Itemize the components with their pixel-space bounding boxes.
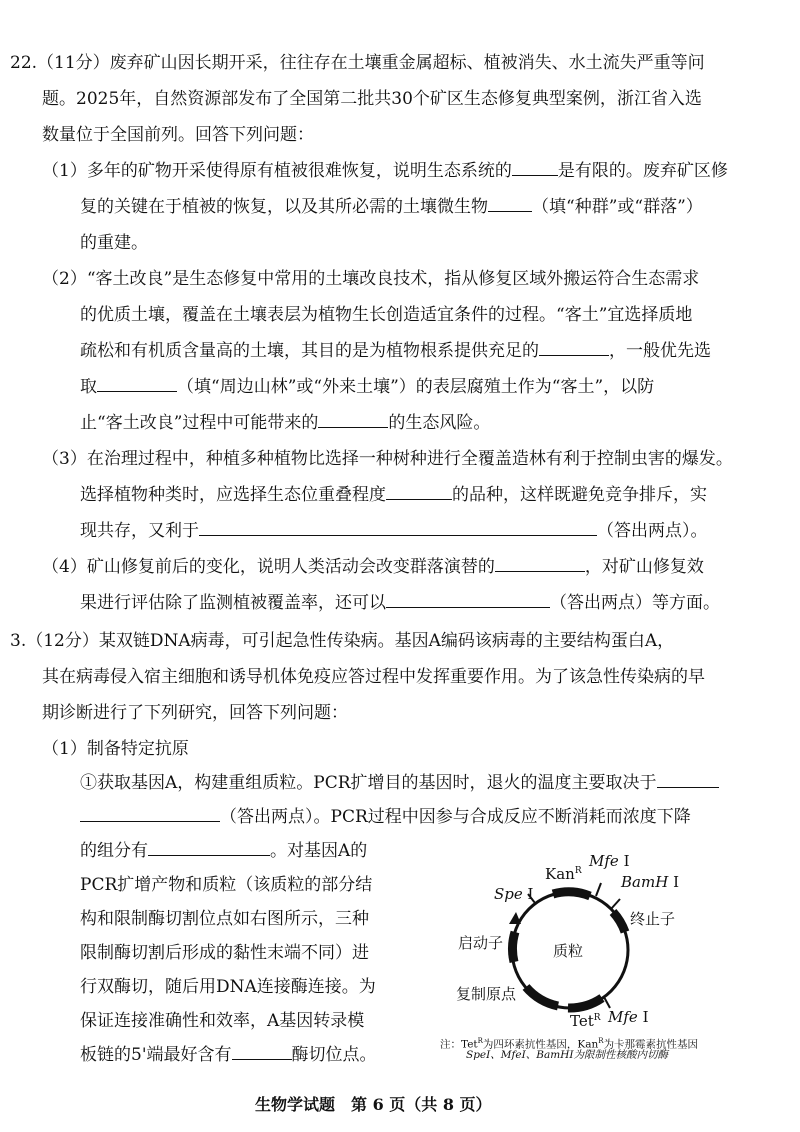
q22-part2-line5: 止“客土改良”过程中可能带来的 的生态风险。 — [80, 413, 491, 433]
q22-header: 22.（11分）废弃矿山因长期开采，往往存在土壤重金属超标、植被消失、水土流失严重等问 — [10, 53, 705, 73]
q22-part1-line3: 的重建。 — [80, 233, 148, 253]
q22-part3-line3: 现共存，又利于 （答出两点）。 — [80, 521, 708, 541]
q23-a-line9: 板链的5'端最好含有 酶切位点。 — [80, 1045, 377, 1065]
q22-part2-line4: 取 （填“周边山林”或“外来土壤”）的表层腐殖土作为“客土”，以防 — [80, 377, 655, 397]
kan-gene-segment — [553, 892, 590, 896]
mfe-site-tick — [596, 883, 601, 896]
q22-part4-line2: 果进行评估除了监测植被覆盖率，还可以 （答出两点）等方面。 — [80, 593, 720, 613]
terminator-segment — [613, 912, 625, 932]
bamh-label: BamH I — [621, 873, 679, 891]
mfe-bottom-site-tick — [604, 997, 610, 1008]
spe-label: Spe I — [494, 885, 534, 903]
q23-a-line7: 行双酶切，随后用DNA连接酶连接。为 — [80, 977, 376, 997]
q23-a-line8: 保证连接准确性和效率，A基因转录模 — [80, 1011, 365, 1031]
tet-label: Tet$^R$ — [570, 1012, 601, 1030]
q23-a-line5: 构和限制酶切割位点如右图所示，三种 — [80, 909, 369, 929]
plasmid-label: 质粒 — [553, 942, 584, 960]
q22-part2-line1: （2）“客土改良”是生态修复中常用的土壤改良技术，指从修复区域外搬运符合生态需求 — [42, 269, 700, 289]
promoter-label: 启动子 — [458, 934, 504, 952]
q23-a-line6: 限制酶切割后形成的黏性末端不同）进 — [80, 943, 369, 963]
q23-a-line3: 的组分有 。对基因A的 — [80, 841, 368, 861]
tet-gene-segment — [568, 998, 602, 1008]
kan-label: Kan$^R$ — [545, 865, 582, 883]
page-footer: 生物学试题 第 6 页（共 8 页） — [255, 1095, 492, 1114]
q22-part1-line1: （1）多年的矿物开采使得原有植被很难恢复，说明生态系统的 是有限的。废弃矿区修 — [42, 161, 728, 181]
figure-note-line1: 注：Tet$^R$为四环素抗性基因，Kan$^R$为卡那霉素抗性基因 — [440, 1037, 699, 1051]
q23-line-3: 期诊断进行了下列研究，回答下列问题： — [42, 703, 348, 723]
q23-a-line4: PCR扩增产物和质粒（该质粒的部分结 — [80, 875, 373, 895]
q23-subheading-1: （1）制备特定抗原 — [42, 739, 189, 759]
q22-part4-line1: （4）矿山修复前后的变化，说明人类活动会改变群落演替的 ，对矿山修复效 — [42, 557, 704, 577]
q22-part2-line3: 疏松和有机质含量高的土壤，其目的是为植物根系提供充足的 ，一般优先选 — [80, 341, 711, 361]
promoter-segment — [512, 932, 515, 962]
q22-part3-line1: （3）在治理过程中，种植多种植物比选择一种树种进行全覆盖造林有利于控制虫害的爆发。 — [42, 449, 733, 469]
bamh-site-tick — [611, 899, 620, 909]
q22-part2-line2: 的优质土壤，覆盖在土壤表层为植物生长创造适宜条件的过程。“客土”宜选择质地 — [80, 305, 693, 325]
q23-a-line2: （答出两点）。PCR过程中因参与合成反应不断消耗而浓度下降 — [80, 806, 691, 828]
mfe-bottom-label: Mfe I — [608, 1008, 649, 1026]
ori-label: 复制原点 — [456, 985, 517, 1003]
q22-part3-line2: 选择植物种类时，应选择生态位重叠程度 的品种，这样既避免竞争排斥，实 — [80, 485, 707, 505]
q23-a-line1: ①获取基因A，构建重组质粒。PCR扩增目的基因时，退火的温度主要取决于 — [80, 772, 719, 794]
ori-segment — [526, 987, 558, 1006]
mfe-top-label: Mfe I — [589, 852, 630, 870]
q22-part1-line2: 复的关键在于植被的恢复，以及其所必需的土壤微生物 （填“种群”或“群落”） — [80, 197, 703, 217]
q23-line-2: 其在病毒侵入宿主细胞和诱导机体免疫应答过程中发挥重要作用。为了该急性传染病的早 — [42, 667, 705, 687]
terminator-label: 终止子 — [630, 910, 676, 928]
q22-line-2: 题。2025年，自然资源部发布了全国第二批共30个矿区生态修复典型案例，浙江省入选 — [42, 89, 702, 109]
q23-header: 3.（12分）某双链DNA病毒，可引起急性传染病。基因A编码该病毒的主要结构蛋白A， — [10, 631, 675, 651]
figure-note-line2: SpeⅠ、MfeⅠ、BamHⅠ为限制性核酸内切酶 — [466, 1049, 669, 1061]
promoter-arrow-icon — [509, 912, 521, 924]
q22-line-3: 数量位于全国前列。回答下列问题： — [42, 125, 314, 145]
